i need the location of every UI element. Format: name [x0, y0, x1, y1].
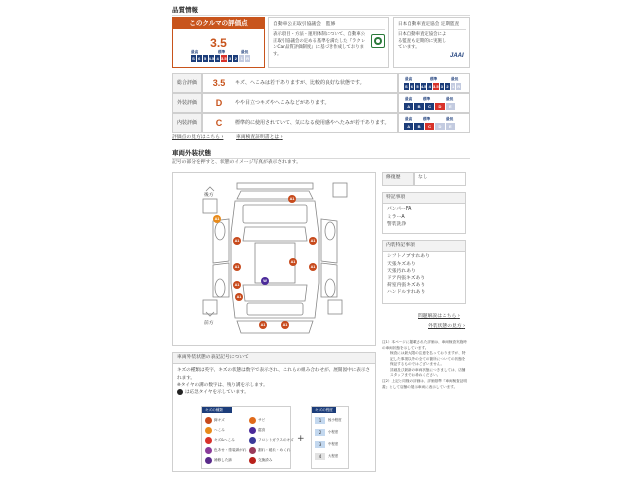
scale-cell: S: [404, 84, 408, 89]
interior-note-item: ドア内張キズあり: [387, 276, 426, 282]
grade-cell: B: [414, 103, 424, 110]
scale-cell: 2: [445, 83, 451, 90]
scale-label-best: 最高: [191, 50, 199, 54]
section-title-exterior: 車両外装状態: [172, 149, 211, 157]
grade-cell: E: [446, 103, 456, 110]
legend-type-p: 割れ・破れ・めくれ: [249, 447, 290, 454]
divider: [398, 29, 466, 30]
scale-label-worst: 最低: [451, 77, 459, 81]
level-2-label: 小程度: [328, 430, 339, 434]
legend-type-u: へこみ: [205, 427, 225, 434]
problem-guide-link-label: 問題解説はこちら: [418, 314, 457, 319]
damage-levels-header: キズの程度: [312, 407, 336, 413]
overall-score-card: [172, 17, 265, 68]
car-diagram-panel: [172, 172, 376, 346]
notes-list: [383, 204, 465, 230]
legend-text-line: キズの種類は英字、キズの状態は数字で表示され、これらの組み合わせが、展開図中に表示されます。: [177, 368, 371, 381]
rating-desc-overall: キズ、へこみは若干ありますが、比較的良好な状態です。: [235, 79, 365, 86]
footnote: 詳細及び最新の車両状態につきましては、店舗スタッフまでお尋ねください。: [390, 367, 466, 378]
scale-cell: R: [246, 56, 250, 61]
repair-history-value: なし: [414, 172, 466, 186]
grade-cell: A: [404, 103, 414, 110]
damage-marker[interactable]: A1: [310, 239, 316, 243]
rating-desc-interior: 標準的に使用されていて、気になる使用感やへたみが若干あります。: [235, 119, 390, 126]
chevron-right-icon: ›: [463, 324, 466, 329]
legend-text-line: ※タイヤの溝の数字は、残り溝を示します。: [177, 382, 268, 388]
scale-cell: 3: [440, 83, 446, 90]
inspection-cert-link[interactable]: [236, 135, 283, 141]
legend-type-e: 色あせ・塗装剥がれ: [205, 447, 246, 454]
damage-marker[interactable]: A1: [290, 260, 296, 264]
front-label: 前方: [204, 321, 214, 326]
level-1-label: 極小程度: [328, 418, 342, 422]
score-scale-strip: [191, 55, 251, 62]
legend-type-s: サビ: [249, 417, 265, 424]
scale-label-best: 最高: [405, 117, 413, 121]
rating-row-overall: [202, 73, 398, 93]
rating-label-overall: 総合評価: [172, 73, 202, 93]
scale-cell-selected: 3.5: [221, 56, 227, 61]
chevron-right-icon: ›: [221, 135, 224, 140]
legend-type-a: 線キズ: [205, 417, 225, 424]
note-item: ミラーA: [387, 214, 405, 220]
scale-label-worst: 最低: [241, 50, 249, 54]
scale-cell: 4: [427, 83, 433, 90]
legend-title: 車両外装状態の表記記号について: [173, 353, 375, 364]
scale-cell: S: [191, 55, 197, 62]
divider: [172, 15, 470, 16]
interior-note-item: 天張汚れあり: [387, 268, 416, 274]
repair-history-label: 修復歴: [382, 172, 414, 186]
damage-types-panel: [201, 406, 294, 469]
footnote: 注2）上記と同様の評価は、評価基準『車両検査証明書』として店舗の展示車両に表示しています。: [382, 378, 467, 389]
grade-cell: D: [435, 123, 445, 130]
spare-tire-text: は応急タイヤを示しています。: [185, 389, 249, 395]
scale-label-standard: 標準: [423, 97, 431, 101]
interior-notes-box: [382, 240, 466, 304]
rating-desc-exterior: やや目立つキズやへこみなどがあります。: [235, 99, 330, 106]
association-box: [268, 17, 389, 68]
rating-label-interior: 内装評価: [172, 113, 202, 133]
spare-tire-icon: [177, 389, 183, 395]
damage-types-header: キズの種類: [202, 407, 232, 413]
scale-cell: R: [457, 84, 461, 89]
scale-cell: 3: [228, 55, 234, 62]
rating-grade-interior: C: [215, 117, 223, 128]
notes-box: [382, 192, 466, 234]
damage-marker[interactable]: W: [261, 277, 269, 285]
divider: [273, 29, 385, 30]
score-scale-strip: [404, 83, 462, 90]
scale-label-standard: 標準: [423, 117, 431, 121]
interior-note-item: 天張キズあり: [387, 261, 416, 267]
inspection-cert-link-label: 車両検査証明書とは: [236, 135, 280, 140]
damage-marker[interactable]: A1: [234, 265, 240, 269]
scale-cell: 4: [215, 55, 221, 62]
damage-marker[interactable]: A1: [310, 265, 316, 269]
damage-marker[interactable]: A1: [234, 239, 240, 243]
rating-row-interior: [202, 113, 398, 133]
type-w-icon: [249, 437, 256, 444]
legend-box: [172, 352, 376, 472]
legend-type-b: 補修した跡: [205, 457, 232, 464]
rating-grade-exterior: D: [215, 97, 223, 108]
type-s-icon: [249, 417, 256, 424]
rating-grade-overall: 3.5: [212, 77, 226, 88]
association-title: 自動車公正取引協議会 監修: [273, 22, 336, 27]
legend-type-c: 腐食: [249, 427, 265, 434]
legend-type-w: フロントガラスのキズ: [249, 437, 294, 444]
scale-cell: 1: [451, 83, 457, 90]
legend-type-au: キズ&へこみ: [205, 437, 235, 444]
level-1-icon: 1: [315, 417, 325, 424]
overall-score: 3.5: [210, 36, 227, 50]
type-u-icon: [205, 427, 212, 434]
legend-text: [173, 364, 375, 395]
arrow-up-icon: [206, 187, 214, 191]
legend-text-line: [177, 389, 371, 396]
grade-cell-selected: D: [435, 103, 445, 110]
scale-cell: 1: [239, 55, 245, 62]
scale-cell: 5: [415, 83, 421, 90]
tire-front-right: [328, 300, 342, 314]
damage-marker[interactable]: A1: [282, 323, 288, 327]
level-3-icon: 3: [315, 441, 325, 448]
type-xx-icon: [249, 457, 256, 464]
damage-marker[interactable]: A1: [234, 283, 240, 287]
scale-cell: 6: [197, 55, 203, 62]
jaai-title: 日本自動車査定協会 定期監査: [398, 22, 460, 27]
notes-label: 特記事項: [383, 193, 465, 204]
section-title-quality: 品質情報: [172, 6, 198, 14]
rating-scale-exterior: [398, 93, 470, 113]
interior-notes-list: [383, 252, 465, 297]
rating-row-exterior: [202, 93, 398, 113]
note-item: 警装洗浄: [387, 221, 407, 227]
interior-notes-label: 内装特記事項: [383, 241, 465, 252]
type-c-icon: [249, 427, 256, 434]
level-4-label: 大程度: [328, 454, 339, 458]
type-a-icon: [205, 417, 212, 424]
interior-note-item: シフトノブすれあり: [387, 254, 430, 260]
scale-label-worst: 最低: [446, 97, 454, 101]
grade-cell: B: [414, 123, 424, 130]
type-au-icon: [205, 437, 212, 444]
scale-cell: 5: [203, 55, 209, 62]
interior-note-item: ハンドルすれあり: [387, 290, 426, 296]
certification-badge-icon: [371, 34, 385, 48]
rating-scale-overall: [398, 73, 470, 93]
type-p-icon: [249, 447, 256, 454]
note-item: バンパーFA: [387, 207, 412, 213]
footnote: 注1）本ページに掲載された評価は、車両検査実施時の車両状態を示しています。: [382, 340, 467, 350]
chevron-right-icon: ›: [457, 314, 460, 319]
score-card-header: このクルマの評価点: [173, 18, 264, 29]
footnotes: [382, 340, 468, 390]
association-text: 表示項目・方法・運用体制について、自動車公正取引協議会の定める基準を満たした『ラクレンCar品質評価制度』に基づき作成しております。: [273, 32, 366, 57]
grade-cell-selected: C: [425, 123, 435, 130]
jaai-box: [393, 17, 470, 68]
scale-cell: 4.5: [208, 56, 215, 61]
tire-front-left: [203, 300, 217, 314]
scale-label-best: 最高: [405, 77, 413, 81]
type-b-icon: [205, 457, 212, 464]
grade-scale-strip: [404, 123, 456, 130]
scale-label-best: 最高: [405, 97, 413, 101]
damage-marker[interactable]: A1: [214, 217, 220, 221]
grade-cell: E: [446, 123, 456, 130]
rating-scale-interior: [398, 113, 470, 133]
eval-guide-link-label: 評価点の見方はこちら: [172, 135, 220, 140]
damage-marker[interactable]: A1: [289, 197, 295, 201]
jaai-description: 日本自動車査定協会による監査も定期的に実施しています。: [398, 32, 447, 51]
damage-marker[interactable]: A1: [260, 323, 266, 327]
scale-label-worst: 最低: [446, 117, 454, 121]
damage-levels-panel: [311, 406, 349, 469]
appearance-guide-link-label: 外装状態の見方: [428, 324, 462, 329]
exterior-description: 記号の部分を押すと、状態のイメージ写真が表示されます。: [172, 160, 301, 165]
tire-rear-left: [203, 199, 217, 213]
scale-cell: 6: [410, 83, 416, 90]
rear-label: 後方: [204, 193, 214, 198]
footnote: 検査には最大限の注意を払っておりますが、特記した事項以外の全ての箇所についての状態を保証するものではございません。: [390, 351, 466, 367]
problem-guide-link[interactable]: [418, 314, 460, 320]
grade-cell: C: [425, 103, 435, 110]
plus-icon: +: [297, 434, 305, 444]
grade-scale-strip: [404, 103, 456, 110]
scale-cell: 4.5: [420, 84, 427, 89]
damage-marker[interactable]: A1: [236, 295, 242, 299]
level-3-label: 中程度: [328, 442, 339, 446]
scale-cell: 2: [233, 55, 239, 62]
jaai-logo: JAAI: [450, 53, 464, 59]
level-2-icon: 2: [315, 429, 325, 436]
grade-cell: A: [404, 123, 414, 130]
scale-label-standard: 標準: [218, 50, 226, 54]
eval-guide-link[interactable]: [172, 135, 223, 141]
appearance-guide-link[interactable]: [428, 324, 465, 330]
chevron-right-icon: ›: [280, 135, 283, 140]
legend-type-xx: 交換済み: [249, 457, 272, 464]
divider: [172, 158, 470, 159]
type-e-icon: [205, 447, 212, 454]
scale-cell-selected: 3.5: [433, 84, 439, 89]
rating-label-exterior: 外装評価: [172, 93, 202, 113]
tire-rear-right: [333, 183, 347, 197]
level-4-icon: 4: [315, 453, 325, 460]
interior-note-item: 荷室内張キズあり: [387, 283, 426, 289]
scale-label-standard: 標準: [430, 77, 438, 81]
